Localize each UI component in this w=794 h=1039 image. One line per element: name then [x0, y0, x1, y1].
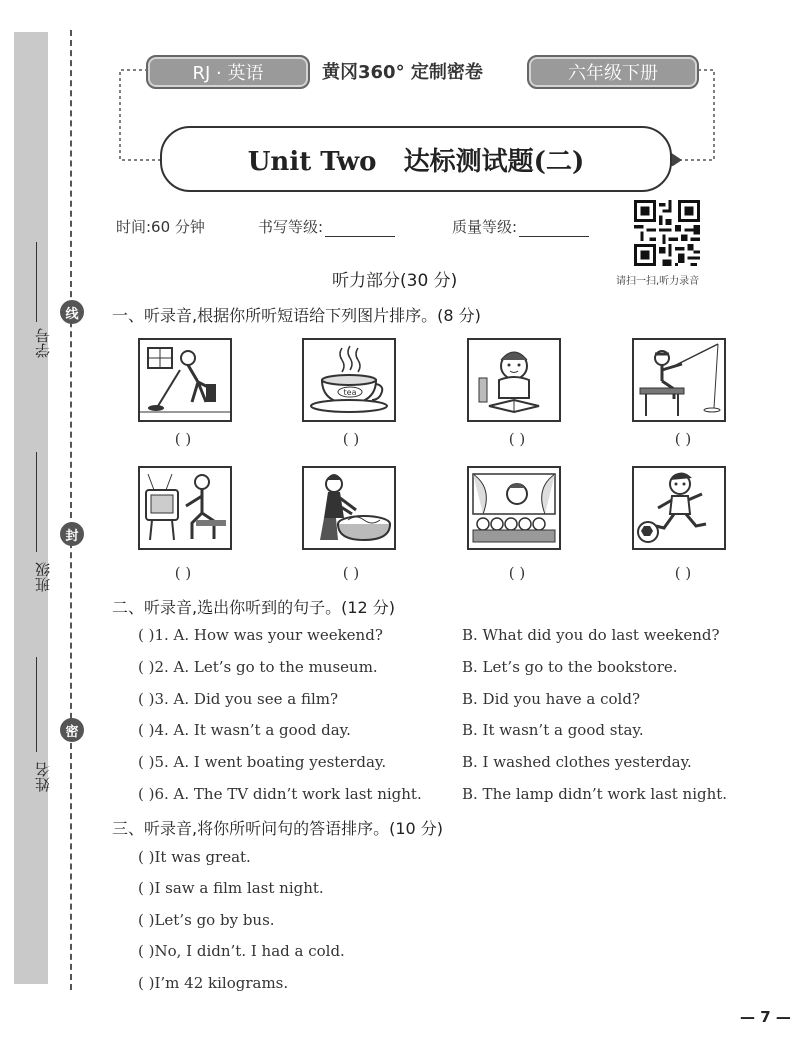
picture-girl-reading	[467, 338, 561, 422]
name-line	[36, 657, 37, 752]
part2-item-4[interactable]	[138, 721, 644, 739]
answer-blank-1[interactable]: ( )	[174, 430, 192, 448]
item-option-a: ( )5. A. I went boating yesterday.	[138, 753, 387, 771]
seal-secret: 密	[60, 718, 84, 742]
subject-pill: RJ · 英语	[146, 55, 310, 89]
part2-item-6[interactable]	[138, 785, 728, 803]
class-label: 班级	[34, 562, 52, 592]
answer-blank-7[interactable]: ( )	[508, 564, 526, 582]
answer-blank-2[interactable]: ( )	[342, 430, 360, 448]
item-option-a: ( )1. A. How was your weekend?	[138, 626, 383, 644]
part2-heading: 二、听录音,选出你听到的句子。(12 分)	[112, 598, 396, 617]
answer-blank-5[interactable]: ( )	[174, 564, 192, 582]
qr-code-icon[interactable]	[634, 200, 700, 266]
part3-heading: 三、听录音,将你所听问句的答语排序。(10 分)	[112, 819, 444, 838]
part3-item-2[interactable]: ( )I saw a film last night.	[138, 879, 324, 897]
grade-pill: 六年级下册	[527, 55, 699, 89]
svg-text:tea: tea	[343, 388, 357, 397]
name-label: 姓名	[34, 762, 52, 792]
quality-grade-blank[interactable]	[519, 222, 589, 237]
picture-sweeping-floor	[138, 338, 232, 422]
item-option-b: B. It wasn’t a good stay.	[462, 721, 644, 739]
answer-blank-3[interactable]: ( )	[508, 430, 526, 448]
picture-fixing-tv	[138, 466, 232, 550]
writing-grade-blank[interactable]	[325, 222, 395, 237]
quality-grade	[452, 216, 589, 237]
part3-item-3[interactable]: ( )Let’s go by bus.	[138, 911, 275, 929]
writing-grade-label: 书写等级:	[258, 218, 324, 236]
series-title: 黄冈360° 定制密卷	[322, 62, 483, 83]
page-title: Unit Two 达标测试题(二)	[247, 146, 585, 177]
picture-watching-film	[467, 466, 561, 550]
picture-fishing	[632, 338, 726, 422]
cut-line	[70, 30, 72, 990]
listening-section-title: 听力部分(30 分)	[332, 271, 458, 291]
student-number-label: 学号	[34, 328, 52, 358]
answer-blank-6[interactable]: ( )	[342, 564, 360, 582]
seal-line: 线	[60, 300, 84, 324]
item-option-b: B. I washed clothes yesterday.	[462, 753, 692, 771]
quality-grade-label: 质量等级:	[452, 218, 518, 236]
student-number-line	[36, 242, 37, 322]
part2-item-5[interactable]	[138, 753, 692, 771]
part2-item-1[interactable]	[138, 626, 720, 644]
picture-cup-of-tea	[302, 338, 396, 422]
page-number: — 7 —	[740, 1008, 791, 1026]
qr-caption: 请扫一扫,听力录音	[616, 276, 700, 287]
picture-washing-clothes	[302, 466, 396, 550]
time-limit: 时间:60 分钟	[116, 218, 205, 236]
item-option-b: B. The lamp didn’t work last night.	[462, 785, 728, 803]
part3-item-5[interactable]: ( )I’m 42 kilograms.	[138, 974, 289, 992]
class-line	[36, 452, 37, 552]
item-option-b: B. Did you have a cold?	[462, 690, 640, 708]
title-box	[160, 126, 672, 192]
answer-blank-4[interactable]: ( )	[674, 430, 692, 448]
binding-strip	[14, 32, 52, 984]
item-option-a: ( )6. A. The TV didn’t work last night.	[138, 785, 422, 803]
item-option-b: B. Let’s go to the bookstore.	[462, 658, 678, 676]
item-option-a: ( )4. A. It wasn’t a good day.	[138, 721, 351, 739]
item-option-b: B. What did you do last weekend?	[462, 626, 720, 644]
item-option-a: ( )3. A. Did you see a film?	[138, 690, 339, 708]
writing-grade	[258, 216, 395, 237]
part2-item-3[interactable]	[138, 690, 640, 708]
answer-blank-8[interactable]: ( )	[674, 564, 692, 582]
part2-item-2[interactable]	[138, 658, 678, 676]
part1-heading: 一、听录音,根据你所听短语给下列图片排序。(8 分)	[112, 306, 481, 325]
part3-item-1[interactable]: ( )It was great.	[138, 848, 251, 866]
seal-seal: 封	[60, 522, 84, 546]
picture-playing-football	[632, 466, 726, 550]
item-option-a: ( )2. A. Let’s go to the museum.	[138, 658, 378, 676]
part3-item-4[interactable]: ( )No, I didn’t. I had a cold.	[138, 942, 345, 960]
